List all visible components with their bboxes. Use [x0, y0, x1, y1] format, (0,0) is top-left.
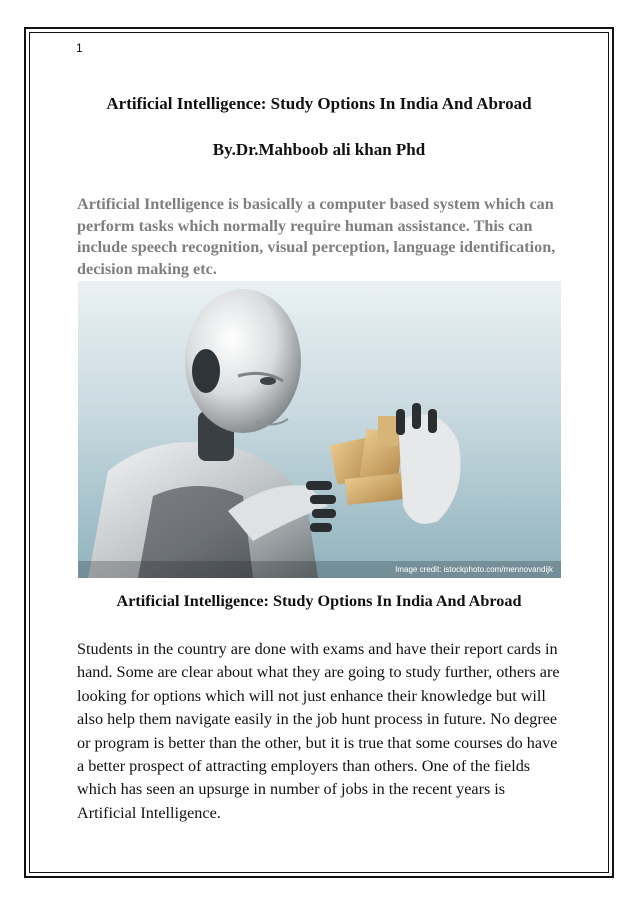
- image-credit: Image credit: istockphoto.com/mennovandijk: [395, 565, 553, 574]
- body-paragraph: Students in the country are done with exams and have their report cards in hand. Some are clear about what they are going to study further, others are looking for options which will not just enhance their knowledge but will also help them navigate easily in the job hunt process in future. No degree or program is better than the other, but it is true that some courses do have a better prospect of attracting employers than others. One of the fields which has seen an upsurge in number of jobs in the recent years is Artificial Intelligence.: [77, 640, 560, 822]
- image-caption: Artificial Intelligence: Study Options In India And Abroad: [116, 592, 522, 610]
- page-number: 1: [76, 41, 83, 55]
- robot-illustration: [78, 281, 561, 578]
- document-title: Artificial Intelligence: Study Options In India And Abroad: [106, 94, 532, 113]
- author-line: By.Dr.Mahboob ali khan Phd: [212, 140, 426, 159]
- robot-photo: [78, 281, 561, 578]
- intro-paragraph: Artificial Intelligence is basically a computer based system which can perform tasks which normally require human assistance. This can include speech recognition, visual perception, language identification, decision making etc.: [77, 195, 556, 278]
